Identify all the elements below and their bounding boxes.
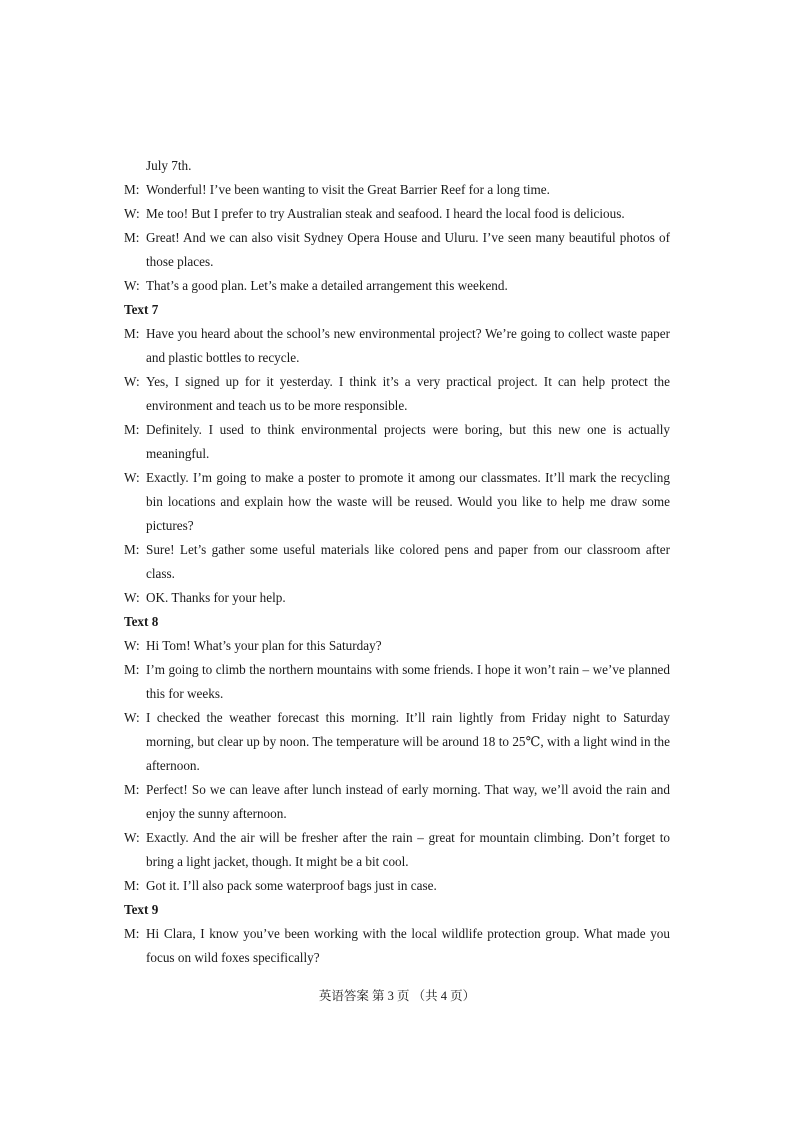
- utterance: Me too! But I prefer to try Australian steak and seafood. I heard the local food is delicious.: [146, 206, 625, 221]
- utterance: Exactly. I’m going to make a poster to promote it among our classmates. It’ll mark the recycling bin locations and explain how the waste will be reused. Would you like to help me draw some pictures?: [146, 470, 670, 533]
- speaker-label: M:: [124, 326, 140, 341]
- dialogue-line: [124, 226, 670, 274]
- dialogue-line: [124, 826, 670, 874]
- page-footer: 英语答案 第 3 页 （共 4 页）: [318, 989, 476, 1003]
- section-heading-text-8: Text 8: [124, 614, 159, 629]
- dialogue-line: [124, 538, 670, 586]
- dialogue-line: [124, 658, 670, 706]
- utterance: Hi Tom! What’s your plan for this Saturday?: [146, 638, 382, 653]
- continued-line: July 7th.: [146, 158, 192, 173]
- dialogue-line: [124, 322, 670, 370]
- speaker-label: M:: [124, 422, 140, 437]
- utterance: Hi Clara, I know you’ve been working with the local wildlife protection group. What made you focus on wild foxes specifically?: [146, 926, 670, 965]
- dialogue-line: [124, 922, 670, 970]
- dialogue-line: [124, 202, 670, 226]
- dialogue-line: [124, 466, 670, 538]
- utterance: Wonderful! I’ve been wanting to visit the Great Barrier Reef for a long time.: [146, 182, 550, 197]
- utterance: I’m going to climb the northern mountains with some friends. I hope it won’t rain – we’ve planned this for weeks.: [146, 662, 670, 701]
- utterance: That’s a good plan. Let’s make a detailed arrangement this weekend.: [146, 278, 508, 293]
- dialogue-line: [124, 778, 670, 826]
- dialogue-line: [124, 874, 670, 898]
- speaker-label: M:: [124, 662, 140, 677]
- dialogue-line: [124, 418, 670, 466]
- utterance: Definitely. I used to think environmental projects were boring, but this new one is actually meaningful.: [146, 422, 670, 461]
- speaker-label: W:: [124, 590, 140, 605]
- utterance: Have you heard about the school’s new environmental project? We’re going to collect waste paper and plastic bottles to recycle.: [146, 326, 670, 365]
- dialogue-line: [124, 370, 670, 418]
- speaker-label: W:: [124, 470, 140, 485]
- speaker-label: W:: [124, 374, 140, 389]
- utterance: Yes, I signed up for it yesterday. I think it’s a very practical project. It can help protect the environment and teach us to be more responsible.: [146, 374, 670, 413]
- speaker-label: W:: [124, 710, 140, 725]
- speaker-label: M:: [124, 878, 140, 893]
- speaker-label: W:: [124, 278, 140, 293]
- speaker-label: M:: [124, 926, 140, 941]
- speaker-label: M:: [124, 782, 140, 797]
- dialogue-line: [124, 586, 670, 610]
- section-heading-text-7: Text 7: [124, 302, 159, 317]
- utterance: Sure! Let’s gather some useful materials like colored pens and paper from our classroom after class.: [146, 542, 670, 581]
- speaker-label: W:: [124, 638, 140, 653]
- speaker-label: W:: [124, 206, 140, 221]
- dialogue-line: [124, 706, 670, 778]
- speaker-label: M:: [124, 542, 140, 557]
- speaker-label: W:: [124, 830, 140, 845]
- dialogue-line: [124, 274, 670, 298]
- section-heading-text-9: Text 9: [124, 902, 159, 917]
- utterance: Perfect! So we can leave after lunch instead of early morning. That way, we’ll avoid the rain and enjoy the sunny afternoon.: [146, 782, 670, 821]
- speaker-label: M:: [124, 182, 140, 197]
- answer-page-content: [124, 154, 670, 970]
- utterance: I checked the weather forecast this morning. It’ll rain lightly from Friday night to Saturday morning, but clear up by noon. The temperature will be around 18 to 25℃, with a light wind in the afternoon.: [146, 710, 670, 773]
- speaker-label: M:: [124, 230, 140, 245]
- dialogue-line: [124, 634, 670, 658]
- utterance: Got it. I’ll also pack some waterproof bags just in case.: [146, 878, 437, 893]
- utterance: Great! And we can also visit Sydney Opera House and Uluru. I’ve seen many beautiful photos of those places.: [146, 230, 670, 269]
- utterance: OK. Thanks for your help.: [146, 590, 286, 605]
- dialogue-line: [124, 178, 670, 202]
- utterance: Exactly. And the air will be fresher after the rain – great for mountain climbing. Don’t forget to bring a light jacket, though. It might be a bit cool.: [146, 830, 670, 869]
